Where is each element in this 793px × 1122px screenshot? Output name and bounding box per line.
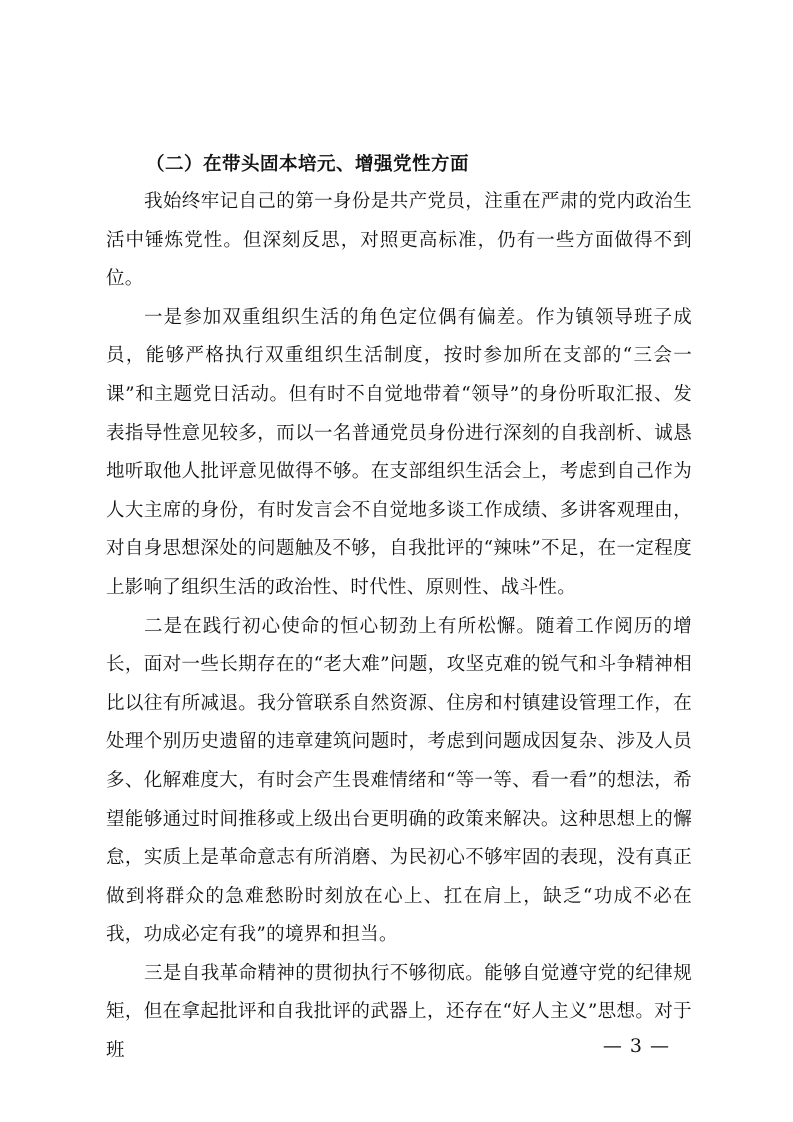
paragraph-point-one: 一是参加双重组织生活的角色定位偶有偏差。作为镇领导班子成员，能够严格执行双重组织生活制度，按时参加所在支部的“三会一课”和主题党日活动。但有时不自觉地带着“领导”的身份听取汇报、发表指导性意见较多，而以一名普通党员身份进行深刻的自我剖析、诚恳地听取他人批评意见做得不够。在支部组织生活会上，考虑到自己作为人大主席的身份，有时发言会不自觉地多谈工作成绩、多讲客观理由，对自身思想深处的问题触及不够，自我批评的“辣味”不足，在一定程度上影响了组织生活的政治性、时代性、原则性、战斗性。	[106, 306, 692, 598]
section-heading: （二）在带头固本培元、增强党性方面	[146, 154, 470, 175]
paragraph-point-two: 二是在践行初心使命的恒心韧劲上有所松懈。随着工作阅历的增长，面对一些长期存在的“老大难”问题，攻坚克难的锐气和斗争精神相比以往有所减退。我分管联系自然资源、住房和村镇建设管理工作，在处理个别历史遗留的违章建筑问题时，考虑到问题成因复杂、涉及人员多、化解难度大，有时会产生畏难情绪和“等一等、看一看”的想法，希望能够通过时间推移或上级出台更明确的政策来解决。这种思想上的懈怠，实质上是革命意志有所消磨、为民初心不够牢固的表现，没有真正做到将群众的急难愁盼时刻放在心上、扛在肩上，缺乏“功成不必在我，功成必定有我”的境界和担当。	[106, 615, 692, 946]
document-body	[106, 146, 692, 1071]
paragraph-point-three: 三是自我革命精神的贯彻执行不够彻底。能够自觉遵守党的纪律规矩，但在拿起批评和自我批评的武器上，还存在“好人主义”思想。对于班	[106, 962, 692, 1062]
paragraph-intro: 我始终牢记自己的第一身份是共产党员，注重在严肃的党内政治生活中锤炼党性。但深刻反思，对照更高标准，仍有一些方面做得不到位。	[106, 191, 692, 290]
page-number: — 3 —	[602, 1035, 670, 1057]
